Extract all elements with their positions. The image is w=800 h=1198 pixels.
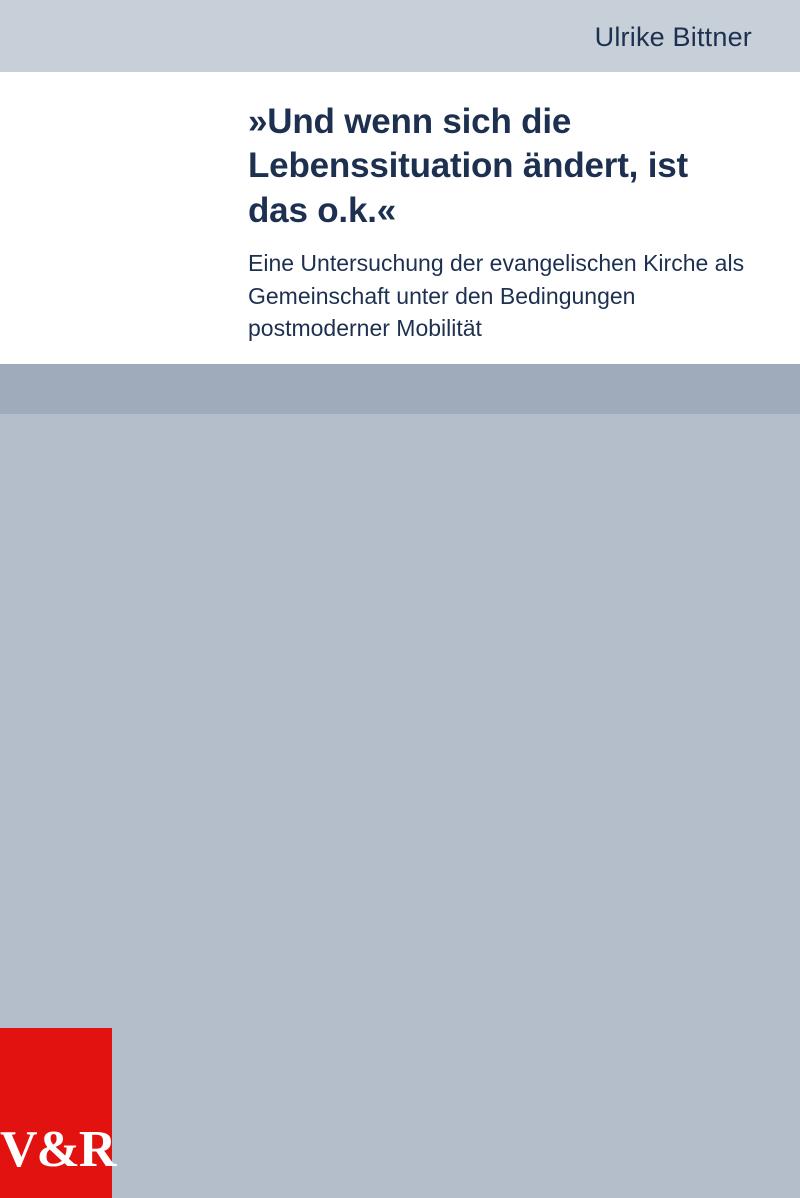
title-panel bbox=[0, 72, 800, 364]
publisher-logo-text: V&R bbox=[0, 1121, 116, 1178]
divider-band bbox=[0, 364, 800, 414]
author-band bbox=[0, 0, 800, 72]
publisher-logo-block bbox=[0, 1028, 116, 1198]
author-name: Ulrike Bittner bbox=[594, 22, 752, 52]
cover-body-area bbox=[0, 414, 800, 1198]
page-subtitle: Eine Untersuchung der evangelischen Kirche als Gemeinschaft unter den Bedingungen postmoderner Mobilität bbox=[248, 250, 745, 342]
page-title: »Und wenn sich die Lebenssituation ändert, ist das o.k.« bbox=[248, 102, 688, 230]
